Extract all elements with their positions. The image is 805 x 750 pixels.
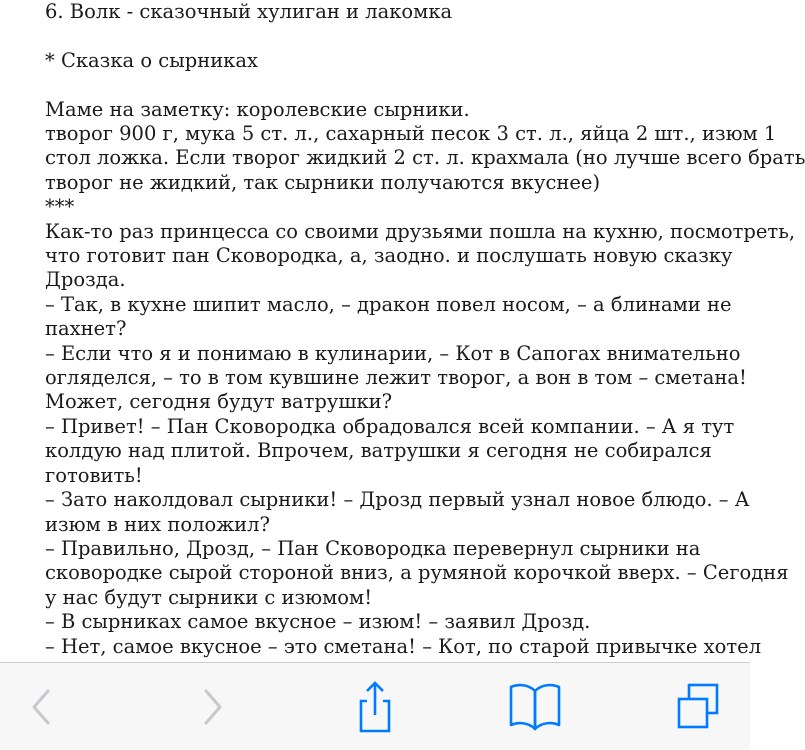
text-line: – Так, в кухне шипит масло, – дракон повел носом, – а блинами не: [45, 292, 732, 316]
text-line: – Привет! – Пан Сковородка обрадовался всей компании. – А я тут: [45, 414, 735, 438]
text-line: – Нет, самое вкусное – это сметана! – Кот, по старой привычке хотел: [45, 634, 762, 658]
note-title: Маме на заметку: королевские сырники.: [45, 97, 470, 121]
text-line: стол ложка. Если творог жидкий 2 ст. л. крахмала (но лучше всего брать: [45, 146, 805, 170]
chevron-left-icon: [28, 687, 56, 727]
tabs-icon: [675, 681, 721, 733]
text-line: сковородке сырой стороной вниз, а румяной корочкой вверх. – Сегодня: [45, 561, 789, 585]
text-line: Может, сегодня будут ватрушки?: [45, 390, 393, 414]
section-separator: ***: [45, 195, 75, 219]
text-line: готовить!: [45, 463, 143, 487]
spacer: [45, 24, 725, 48]
article-subheading: * Сказка о сырниках: [45, 48, 258, 72]
article-content[interactable]: [45, 0, 805, 662]
text-line: Дрозда.: [45, 268, 126, 292]
spacer: [45, 73, 725, 97]
book-icon: [507, 681, 563, 733]
forward-button[interactable]: [182, 681, 242, 733]
text-line: огляделся, – то в том кувшине лежит творог, а вон в том – сметана!: [45, 366, 747, 390]
back-button[interactable]: [12, 681, 72, 733]
text-line: у нас будут сырники с изюмом!: [45, 585, 373, 609]
share-icon: [353, 679, 397, 735]
text-line: творог 900 г, мука 5 ст. л., сахарный песок 3 ст. л., яйца 2 шт., изюм 1: [45, 122, 777, 145]
tabs-button[interactable]: [668, 681, 728, 733]
share-button[interactable]: [345, 681, 405, 733]
text-line: – В сырниках самое вкусное – изюм! – заявил Дрозд.: [45, 610, 591, 634]
browser-toolbar: [0, 662, 750, 750]
text-line: что готовит пан Сковородка, а, заодно. и послушать новую сказку: [45, 244, 733, 268]
bookmarks-button[interactable]: [505, 681, 565, 733]
text-line: пахнет?: [45, 317, 127, 341]
text-line: колдую над плитой. Впрочем, ватрушки я сегодня не собирался: [45, 439, 712, 463]
text-line: изюм в них положил?: [45, 512, 270, 536]
text-line: – Правильно, Дрозд, – Пан Сковородка перевернул сырники на: [45, 536, 701, 560]
chevron-right-icon: [198, 687, 226, 727]
text-line: Как-то раз принцесса со своими друзьями пошла на кухню, посмотреть,: [45, 219, 796, 243]
text-line: творог не жидкий, так сырники получаются вкуснее): [45, 170, 601, 194]
text-line: – Зато наколдовал сырники! – Дрозд первый узнал новое блюдо. – А: [45, 488, 750, 512]
text-line: – Если что я и понимаю в кулинарии, – Кот в Сапогах внимательно: [45, 341, 741, 365]
article-heading: 6. Волк - сказочный хулиган и лакомка: [45, 0, 453, 23]
